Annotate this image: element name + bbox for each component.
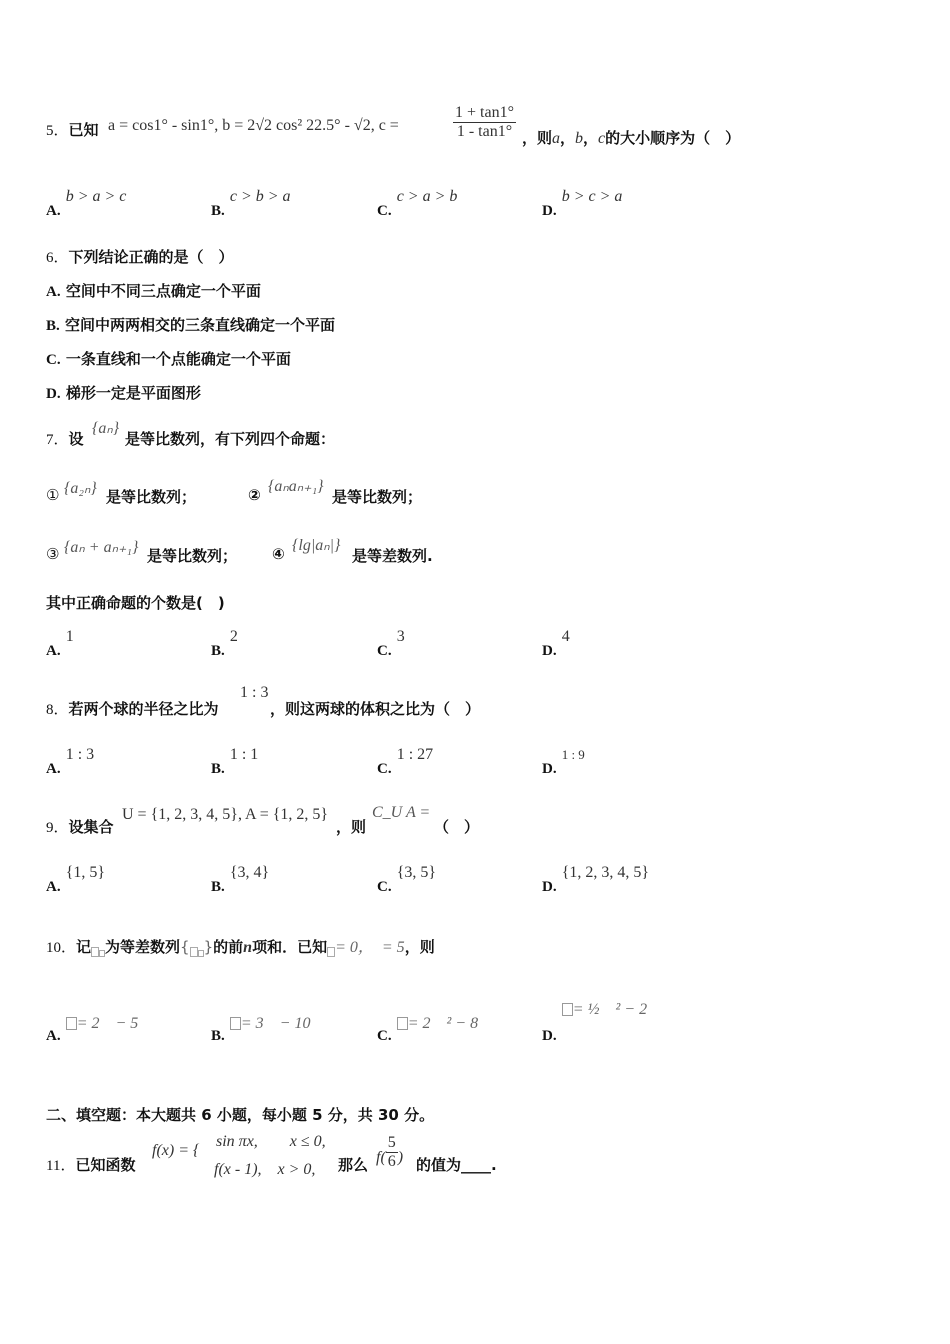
q8-option-b[interactable]: B. 1 : 1 [211, 746, 259, 777]
q11-suffix: 的值为____. [416, 1156, 497, 1174]
q9-complement: C_U A = [372, 804, 431, 821]
q6-option-d[interactable]: D. 梯形一定是平面图形 [46, 384, 201, 402]
q7-p1-expr: {a₂ₙ} [64, 480, 97, 497]
q8-ratio: 1 : 3 [240, 684, 269, 701]
q5-var-b: b [575, 130, 584, 147]
q7-p1-text: 是等比数列； [106, 488, 197, 506]
q10-option-d[interactable]: D. = ½ ² − 2 [542, 1001, 648, 1044]
q7-suffix: 是等比数列，有下列四个命题： [125, 430, 336, 448]
q9-sets: U = {1, 2, 3, 4, 5}, A = {1, 2, 5} [122, 806, 329, 823]
q7-stem: 7．设 [46, 430, 84, 448]
q5-option-c[interactable]: C. c > a > b [377, 188, 458, 219]
q10-option-a[interactable]: A. = 2 − 5 [46, 1015, 139, 1044]
q7-p2-text: 是等比数列； [332, 488, 423, 506]
q6-option-b[interactable]: B. 空间中两两相交的三条直线确定一个平面 [46, 316, 336, 334]
q11-f-call: f( $\frac{5}{6}$ ) [376, 1134, 404, 1170]
q7-option-b[interactable]: B. 2 [211, 628, 238, 659]
an-symbol [190, 947, 198, 957]
q5-tail: ，则a，b，c的大小顺序为（ ） [522, 129, 741, 147]
q5-option-a[interactable]: A. b > a > c [46, 188, 127, 219]
q11-case-1: sin πx, x ≤ 0, [216, 1133, 326, 1150]
q7-option-c[interactable]: C. 3 [377, 628, 405, 659]
q5-expression [108, 117, 399, 135]
q11-stem: 11．已知函数 [46, 1156, 136, 1174]
q10-stem: 10．记 为等差数列{ }的前n项和．已知 = 0， = 5，则 [46, 938, 435, 956]
q5-option-d[interactable]: D. b > c > a [542, 188, 623, 219]
q6-text: 下列结论正确的是（ ） [68, 248, 234, 266]
q8-stem: 8．若两个球的半径之比为 [46, 700, 219, 718]
q7-p4-text: 是等差数列. [352, 547, 433, 565]
q9-option-b[interactable]: B. {3, 4} [211, 864, 270, 895]
q11-case-2: f(x - 1), x > 0, [214, 1161, 316, 1178]
q11-fx: f(x) = { [152, 1142, 200, 1159]
q9-mid: ，则 [336, 818, 367, 836]
q8-option-c[interactable]: C. 1 : 27 [377, 746, 434, 777]
q7-seq: {aₙ} [92, 420, 120, 437]
q5-stem [46, 110, 99, 150]
q8-option-a[interactable]: A. 1 : 3 [46, 746, 95, 777]
q7-proposition-3: ③ [46, 545, 60, 563]
q9-option-c[interactable]: C. {3, 5} [377, 864, 437, 895]
q5-var-c: c [598, 130, 606, 147]
q6-option-c[interactable]: C. 一条直线和一个点能确定一个平面 [46, 350, 291, 368]
q5-var-a: a [552, 130, 561, 147]
q9-option-a[interactable]: A. {1, 5} [46, 864, 106, 895]
q5-option-b[interactable]: B. c > b > a [211, 188, 291, 219]
q7-question: 其中正确命题的个数是( ) [46, 594, 225, 612]
q7-proposition-1: ① [46, 486, 60, 504]
q5-number: 5． [46, 123, 69, 139]
q6-option-a[interactable]: A. 空间中不同三点确定一个平面 [46, 282, 261, 300]
q7-number: 7． [46, 432, 69, 448]
q9-option-d[interactable]: D. {1, 2, 3, 4, 5} [542, 864, 650, 895]
q5-question-tail: 的大小顺序为（ ） [605, 129, 741, 147]
q5-frac-num: 1 + tan1° [455, 104, 514, 121]
q11-mid: 那么 [338, 1156, 369, 1174]
q9-number: 9． [46, 820, 69, 836]
section-2-title: 二、填空题：本大题共 6 小题，每小题 5 分，共 30 分。 [46, 1106, 435, 1124]
q10-condition: = 0， = 5 [335, 939, 405, 956]
q6-number: 6． [46, 250, 69, 266]
q10-number: 10． [46, 940, 77, 956]
q9-stem: 9．设集合 [46, 818, 114, 836]
q7-option-a[interactable]: A. 1 [46, 628, 74, 659]
q7-p2-expr: {aₙaₙ₊₁} [268, 478, 324, 495]
q5-suffix: ，则 [522, 129, 553, 147]
sn-symbol [91, 947, 99, 957]
q6-stem [46, 246, 234, 267]
q8-suffix: ，则这两球的体积之比为（ ） [270, 700, 481, 718]
q7-p3-text: 是等比数列； [147, 547, 238, 565]
q5-prefix: 已知 [68, 121, 99, 139]
q7-p3-expr: {aₙ + aₙ₊₁} [64, 539, 139, 556]
q5-fraction [453, 104, 516, 141]
q7-p4-expr: {lg|aₙ|} [292, 537, 341, 554]
q8-option-d[interactable]: D. 1 : 9 [542, 747, 585, 777]
q5-expr-ab: a = cos1° - sin1°, b = 2√2 cos² 22.5° - √2, c = [108, 117, 399, 134]
q10-option-b[interactable]: B. = 3 − 10 [211, 1015, 311, 1044]
q11-number: 11． [46, 1158, 76, 1174]
q9-suffix: （ ） [434, 818, 480, 836]
q5-frac-den: 1 - tan1° [456, 123, 513, 140]
q10-option-c[interactable]: C. = 2 ² − 8 [377, 1015, 479, 1044]
q7-proposition-4: ④ [272, 545, 285, 563]
q8-number: 8． [46, 702, 69, 718]
q7-option-d[interactable]: D. 4 [542, 628, 570, 659]
q7-proposition-2: ② [248, 486, 261, 504]
